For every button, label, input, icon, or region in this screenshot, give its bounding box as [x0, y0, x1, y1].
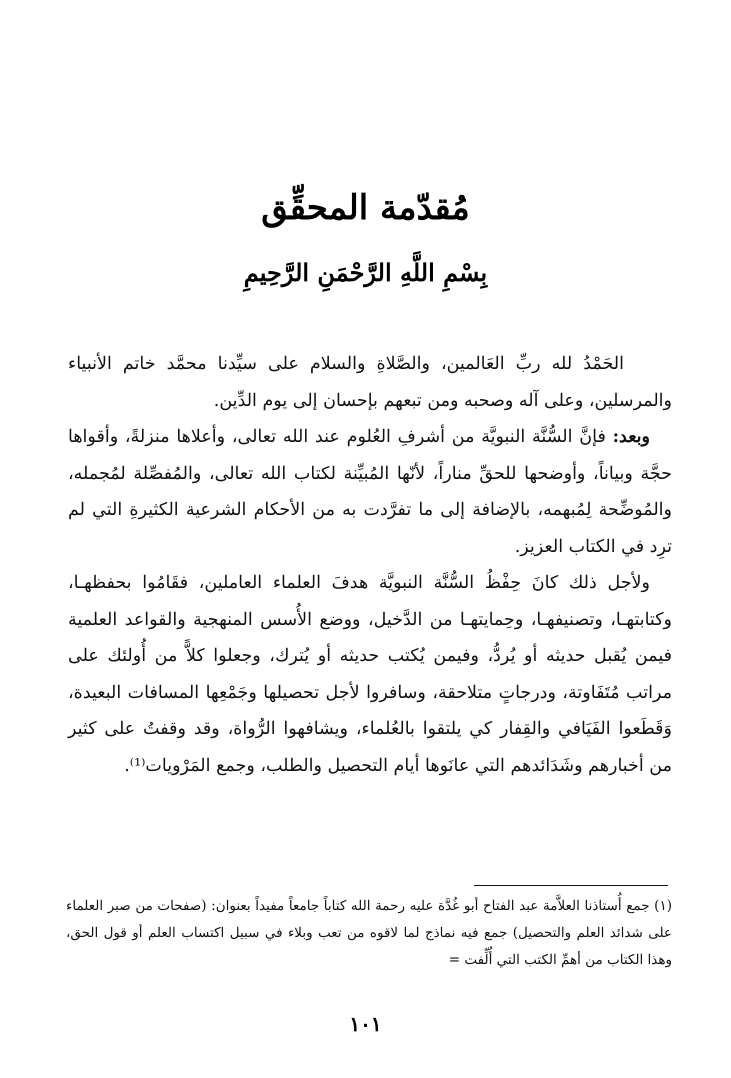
page-number: ١٠١	[349, 1012, 382, 1036]
basmala: بِسْمِ اللَّهِ الرَّحْمَنِ الرَّحِيمِ	[243, 258, 488, 287]
paragraph-3-text: ولأجل ذلك كانَ حِفْظُ السُّنَّة النبويَّة هدفَ العلماء العاملين، فقَامُوا بحفظهـا، وكتابتهـا، وتصنيفهـا، وحِمايتهـا من الدَّخيل، ووضع الأُسس المنهجية والقواعد العلمية فيمن يُقبل حديثه أو يُردُّ، وفيمن يُكتب حديثه أو يُترك، وجعلوا كلاًّ من أُولئك على مراتب مُتَفَاوتة، ودرجاتٍ متلاحقة، وسافروا لأجل تحصيلها وجَمْعِها المسافات البعيدة، وَقَطَعوا الفَيَافي والقِفار كي يلتقوا بالعُلماء، ويشافهوا الرُّواة، وقد وقفتُ على كثير من أخبارهم وشَدَائدهم التي عانَوها أيام التحصيل والطلب، وجمع المَرْويات⁽¹⁾.	[68, 573, 672, 776]
paragraph-2-text: فإنَّ السُّنَّة النبويَّة من أشرفِ العُلوم عند الله تعالى، وأعلاها منزلةً، وأقواها حجَّة وبياناً، وأوضحها للحقِّ مناراً، لأنّها المُبيِّنة لكتاب الله تعالى، والمُفصِّلة لمُجمله، والمُوضِّحة لِمُبهمه، بالإضافة إلى ما تفرَّدت به من الأحكام الشرعية الكثيرةِ التي لم ترِد في الكتاب العزيز.	[68, 427, 672, 557]
paragraph-2-lead: وبعد:	[612, 427, 650, 447]
footnote	[66, 893, 672, 974]
paragraph-3	[68, 565, 672, 784]
footnote-separator	[474, 885, 668, 886]
footnote-text: (١) جمع أُستاذنا العلاَّمة عبد الفتاح أبو غُدَّة عليه رحمة الله كتاباً جامعاً مفيداً بعنوان: (صفحات من صبر العلماء على شدائد العلم والتحصيل) جمع فيه نماذج لما لاقوه من تعب وبلاء في سبيل اكتساب العلم أو قول الحق، وهذا الكتاب من أهمِّ الكتب التي أُلِّفت =	[66, 898, 672, 968]
chapter-title: مُقدّمة المحقِّق	[261, 188, 470, 228]
paragraph-2	[68, 419, 672, 565]
paragraph-1-text: الحَمْدُ لله ربِّ العَالمين، والصَّلاةِ والسلام على سيِّدنا محمَّد خاتم الأنبياء والمرسلين، وعلى آله وصحبه ومن تبعهم بإحسان إلى يوم الدِّين.	[68, 354, 672, 411]
main-text	[68, 346, 672, 784]
paragraph-1	[68, 346, 672, 419]
